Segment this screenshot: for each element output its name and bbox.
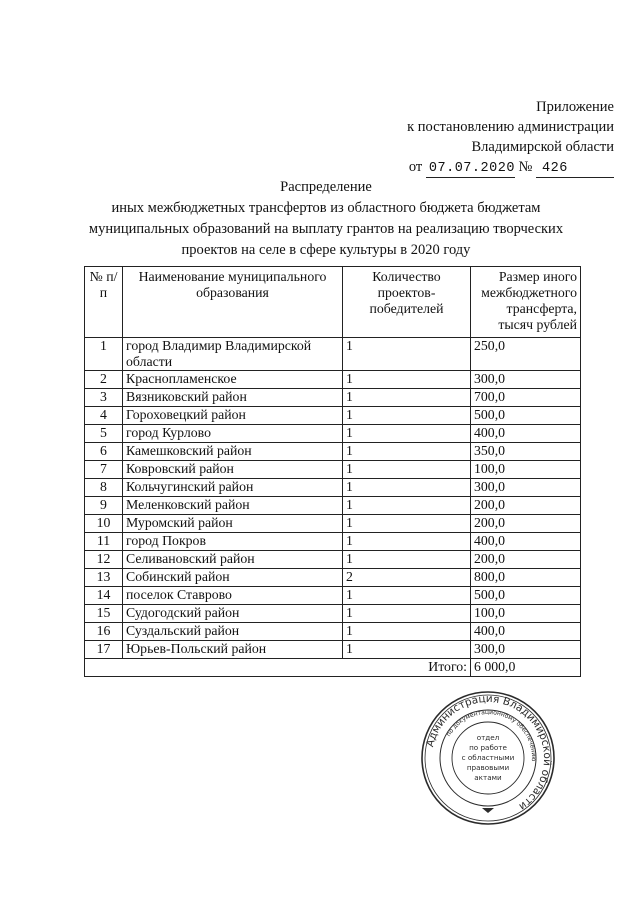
cell-transfer-amount: 500,0 — [471, 587, 581, 605]
cell-transfer-amount: 250,0 — [471, 338, 581, 371]
distribution-table — [84, 266, 581, 677]
order-prefix: от — [408, 159, 423, 175]
stamp-inner-line-1: отдел — [476, 733, 500, 742]
cell-municipality-name: город Владимир Владимирской области — [123, 338, 343, 371]
table-row — [85, 407, 581, 425]
cell-project-count: 1 — [343, 425, 471, 443]
table-row — [85, 569, 581, 587]
stamp-star-icon — [482, 808, 494, 813]
cell-number: 2 — [85, 371, 123, 389]
table-row — [85, 641, 581, 659]
cell-project-count: 1 — [343, 407, 471, 425]
title-line-4: проектов на селе в сфере культуры в 2020 году — [181, 242, 471, 258]
table-row — [85, 338, 581, 371]
cell-project-count: 1 — [343, 461, 471, 479]
table-row — [85, 605, 581, 623]
cell-project-count: 1 — [343, 371, 471, 389]
cell-number: 5 — [85, 425, 123, 443]
cell-transfer-amount: 200,0 — [471, 497, 581, 515]
cell-project-count: 1 — [343, 389, 471, 407]
cell-project-count: 1 — [343, 641, 471, 659]
stamp-inner-line-2: по работе — [469, 743, 507, 752]
table-row — [85, 389, 581, 407]
stamp-inner-line-3: с областными — [461, 753, 515, 762]
cell-municipality-name: Гороховецкий район — [123, 407, 343, 425]
cell-number: 14 — [85, 587, 123, 605]
cell-municipality-name: Суздальский район — [123, 623, 343, 641]
table-row — [85, 623, 581, 641]
cell-number: 12 — [85, 551, 123, 569]
cell-transfer-amount: 200,0 — [471, 551, 581, 569]
table-row — [85, 533, 581, 551]
cell-number: 6 — [85, 443, 123, 461]
cell-project-count: 2 — [343, 569, 471, 587]
cell-municipality-name: поселок Ставрово — [123, 587, 343, 605]
cell-number: 4 — [85, 407, 123, 425]
cell-municipality-name: Юрьев-Польский район — [123, 641, 343, 659]
cell-project-count: 1 — [343, 515, 471, 533]
cell-project-count: 1 — [343, 497, 471, 515]
cell-number: 11 — [85, 533, 123, 551]
document-header — [407, 97, 614, 178]
cell-number: 13 — [85, 569, 123, 587]
cell-transfer-amount: 500,0 — [471, 407, 581, 425]
total-value: 6 000,0 — [471, 659, 581, 677]
cell-municipality-name: Вязниковский район — [123, 389, 343, 407]
cell-transfer-amount: 200,0 — [471, 515, 581, 533]
cell-transfer-amount: 700,0 — [471, 389, 581, 407]
official-stamp — [420, 690, 556, 826]
total-row — [85, 659, 581, 677]
cell-municipality-name: Ковровский район — [123, 461, 343, 479]
cell-transfer-amount: 100,0 — [471, 461, 581, 479]
cell-municipality-name: Судогодский район — [123, 605, 343, 623]
cell-municipality-name: Меленковский район — [123, 497, 343, 515]
header-name: Наименование муниципального образования — [123, 267, 343, 338]
cell-number: 17 — [85, 641, 123, 659]
cell-transfer-amount: 300,0 — [471, 371, 581, 389]
cell-project-count: 1 — [343, 605, 471, 623]
stamp-inner-line-4: правовыми — [466, 763, 510, 772]
cell-municipality-name: город Покров — [123, 533, 343, 551]
cell-number: 3 — [85, 389, 123, 407]
cell-municipality-name: Кольчугинский район — [123, 479, 343, 497]
stamp-inner-text — [462, 733, 515, 782]
cell-municipality-name: Собинский район — [123, 569, 343, 587]
cell-transfer-amount: 300,0 — [471, 479, 581, 497]
table-row — [85, 587, 581, 605]
cell-municipality-name: Камешковский район — [123, 443, 343, 461]
cell-number: 15 — [85, 605, 123, 623]
cell-number: 7 — [85, 461, 123, 479]
cell-project-count: 1 — [343, 551, 471, 569]
table-body — [85, 338, 581, 659]
title-line-2: иных межбюджетных трансфертов из областного бюджета бюджетам — [111, 200, 541, 216]
order-date: 07.07.2020 — [426, 161, 515, 178]
table-row — [85, 443, 581, 461]
table-row — [85, 515, 581, 533]
stamp-outer-text: Администрация Владимирской области — [424, 692, 554, 813]
resolution-reference: к постановлению администрации — [407, 119, 614, 135]
title-line-1: Распределение — [280, 179, 372, 195]
cell-project-count: 1 — [343, 533, 471, 551]
cell-transfer-amount: 300,0 — [471, 641, 581, 659]
stamp-middle-text: по документационному обеспечению — [445, 708, 538, 762]
cell-transfer-amount: 350,0 — [471, 443, 581, 461]
cell-project-count: 1 — [343, 587, 471, 605]
total-label: Итого: — [85, 659, 471, 677]
order-number-label: № — [518, 159, 533, 175]
cell-transfer-amount: 400,0 — [471, 425, 581, 443]
header-amount: Размер иного межбюджетного трансферта, тысяч рублей — [471, 267, 581, 338]
header-num: № п/п — [85, 267, 123, 338]
appendix-label: Приложение — [536, 99, 614, 115]
cell-transfer-amount: 100,0 — [471, 605, 581, 623]
cell-project-count: 1 — [343, 479, 471, 497]
cell-project-count: 1 — [343, 443, 471, 461]
table-row — [85, 425, 581, 443]
cell-number: 1 — [85, 338, 123, 371]
cell-transfer-amount: 400,0 — [471, 623, 581, 641]
order-number: 426 — [536, 161, 614, 178]
order-date-number — [407, 157, 614, 178]
cell-transfer-amount: 800,0 — [471, 569, 581, 587]
table-row — [85, 551, 581, 569]
document-title — [86, 177, 566, 261]
table-row — [85, 461, 581, 479]
table-header-row — [85, 267, 581, 338]
table-row — [85, 371, 581, 389]
cell-number: 10 — [85, 515, 123, 533]
table-row — [85, 497, 581, 515]
cell-number: 16 — [85, 623, 123, 641]
cell-project-count: 1 — [343, 338, 471, 371]
cell-municipality-name: Муромский район — [123, 515, 343, 533]
cell-municipality-name: Краснопламенское — [123, 371, 343, 389]
cell-number: 9 — [85, 497, 123, 515]
title-line-3: муниципальных образований на выплату грантов на реализацию творческих — [88, 221, 564, 237]
cell-municipality-name: город Курлово — [123, 425, 343, 443]
stamp-inner-line-5: актами — [474, 773, 502, 782]
header-count: Количество проектов-победителей — [343, 267, 471, 338]
cell-project-count: 1 — [343, 623, 471, 641]
table-row — [85, 479, 581, 497]
cell-transfer-amount: 400,0 — [471, 533, 581, 551]
cell-municipality-name: Селивановский район — [123, 551, 343, 569]
cell-number: 8 — [85, 479, 123, 497]
region-name: Владимирской области — [471, 139, 614, 155]
